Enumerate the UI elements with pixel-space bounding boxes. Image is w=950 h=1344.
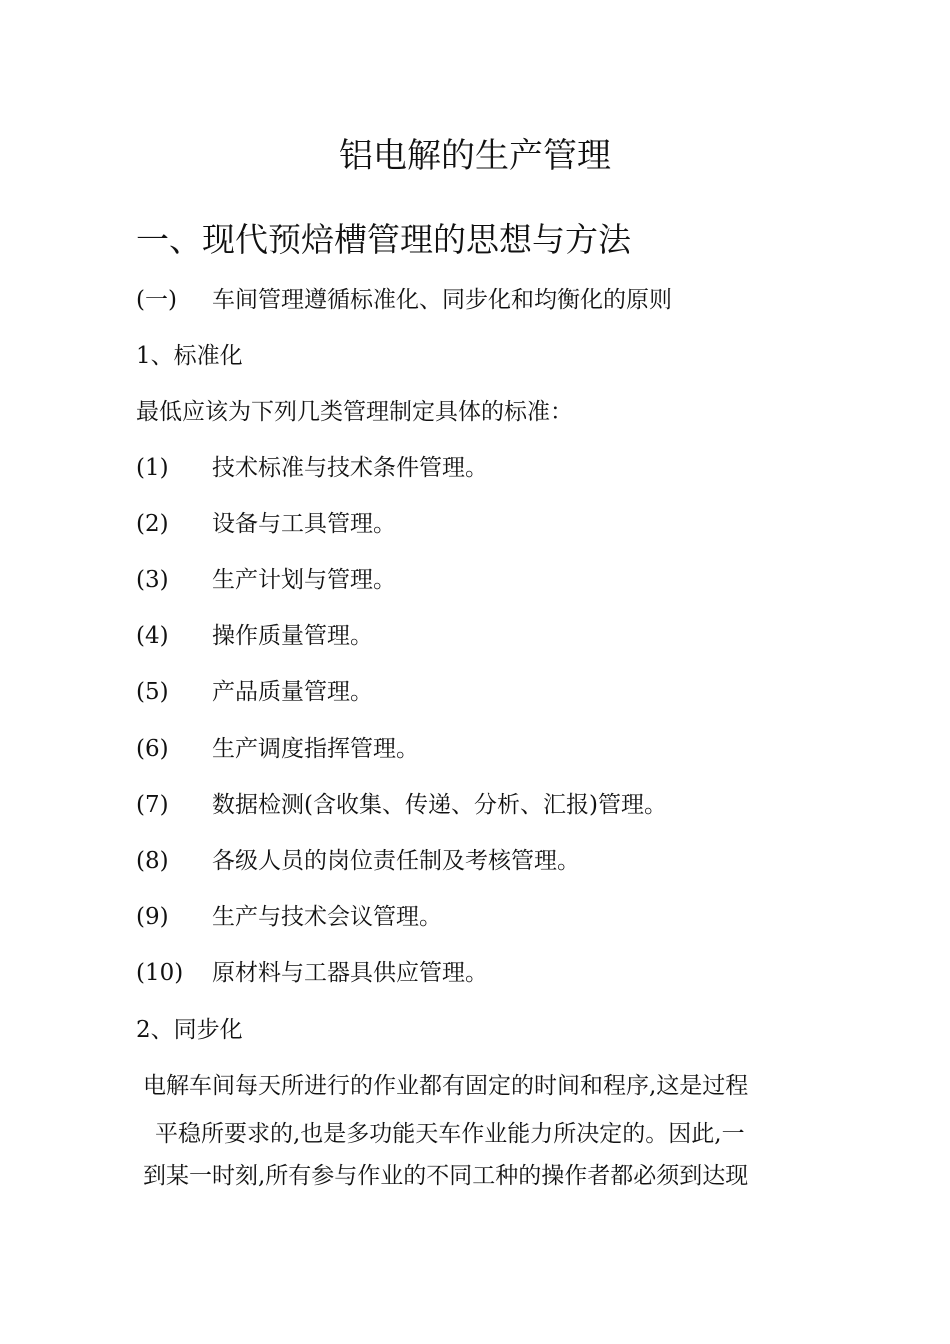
list-item-text: 技术标准与技术条件管理。 — [212, 455, 488, 481]
list-item-number: (10) — [136, 960, 184, 986]
list-item — [136, 620, 373, 652]
subsection-number: (一) — [136, 287, 177, 313]
subsection-heading — [136, 284, 672, 316]
list-item — [136, 957, 488, 989]
list-item-number: (1) — [136, 455, 169, 481]
list-item-text: 生产与技术会议管理。 — [212, 904, 442, 930]
list-item-number: (2) — [136, 511, 169, 537]
list-item-text: 生产计划与管理。 — [212, 567, 396, 593]
list-item-number: (3) — [136, 567, 169, 593]
list-item-text: 生产调度指挥管理。 — [212, 736, 419, 762]
list-item — [136, 676, 373, 708]
paragraph-line: 平稳所要求的,也是多功能天车作业能力所决定的。因此,一 — [155, 1121, 745, 1147]
list-item-number: (4) — [136, 623, 169, 649]
list-item-number: (9) — [136, 904, 169, 930]
list-item — [136, 564, 396, 596]
list-item-text: 设备与工具管理。 — [212, 511, 396, 537]
list-item-number: (7) — [136, 792, 169, 818]
item2-heading: 2、同步化 — [136, 1017, 243, 1043]
item1-heading: 1、标准化 — [136, 343, 243, 369]
document-title: 铝电解的生产管理 — [339, 136, 611, 176]
list-item-text: 产品质量管理。 — [212, 679, 373, 705]
list-item-number: (5) — [136, 679, 169, 705]
list-item — [136, 789, 667, 821]
list-item-text: 数据检测(含收集、传递、分析、汇报)管理。 — [212, 792, 667, 818]
subsection-text: 车间管理遵循标准化、同步化和均衡化的原则 — [212, 287, 672, 313]
paragraph-line: 电解车间每天所进行的作业都有固定的时间和程序,这是过程 — [143, 1073, 749, 1099]
list-item-text: 原材料与工器具供应管理。 — [212, 960, 488, 986]
list-item-number: (6) — [136, 736, 169, 762]
paragraph-line: 到某一时刻,所有参与作业的不同工种的操作者都必须到达现 — [143, 1163, 749, 1189]
item1-intro: 最低应该为下列几类管理制定具体的标准： — [136, 399, 573, 425]
list-item — [136, 845, 580, 877]
section-heading: 一、现代预焙槽管理的思想与方法 — [136, 220, 631, 259]
list-item-number: (8) — [136, 848, 169, 874]
list-item — [136, 733, 419, 765]
list-item — [136, 508, 396, 540]
list-item-text: 各级人员的岗位责任制及考核管理。 — [212, 848, 580, 874]
list-item — [136, 452, 488, 484]
list-item — [136, 901, 442, 933]
list-item-text: 操作质量管理。 — [212, 623, 373, 649]
